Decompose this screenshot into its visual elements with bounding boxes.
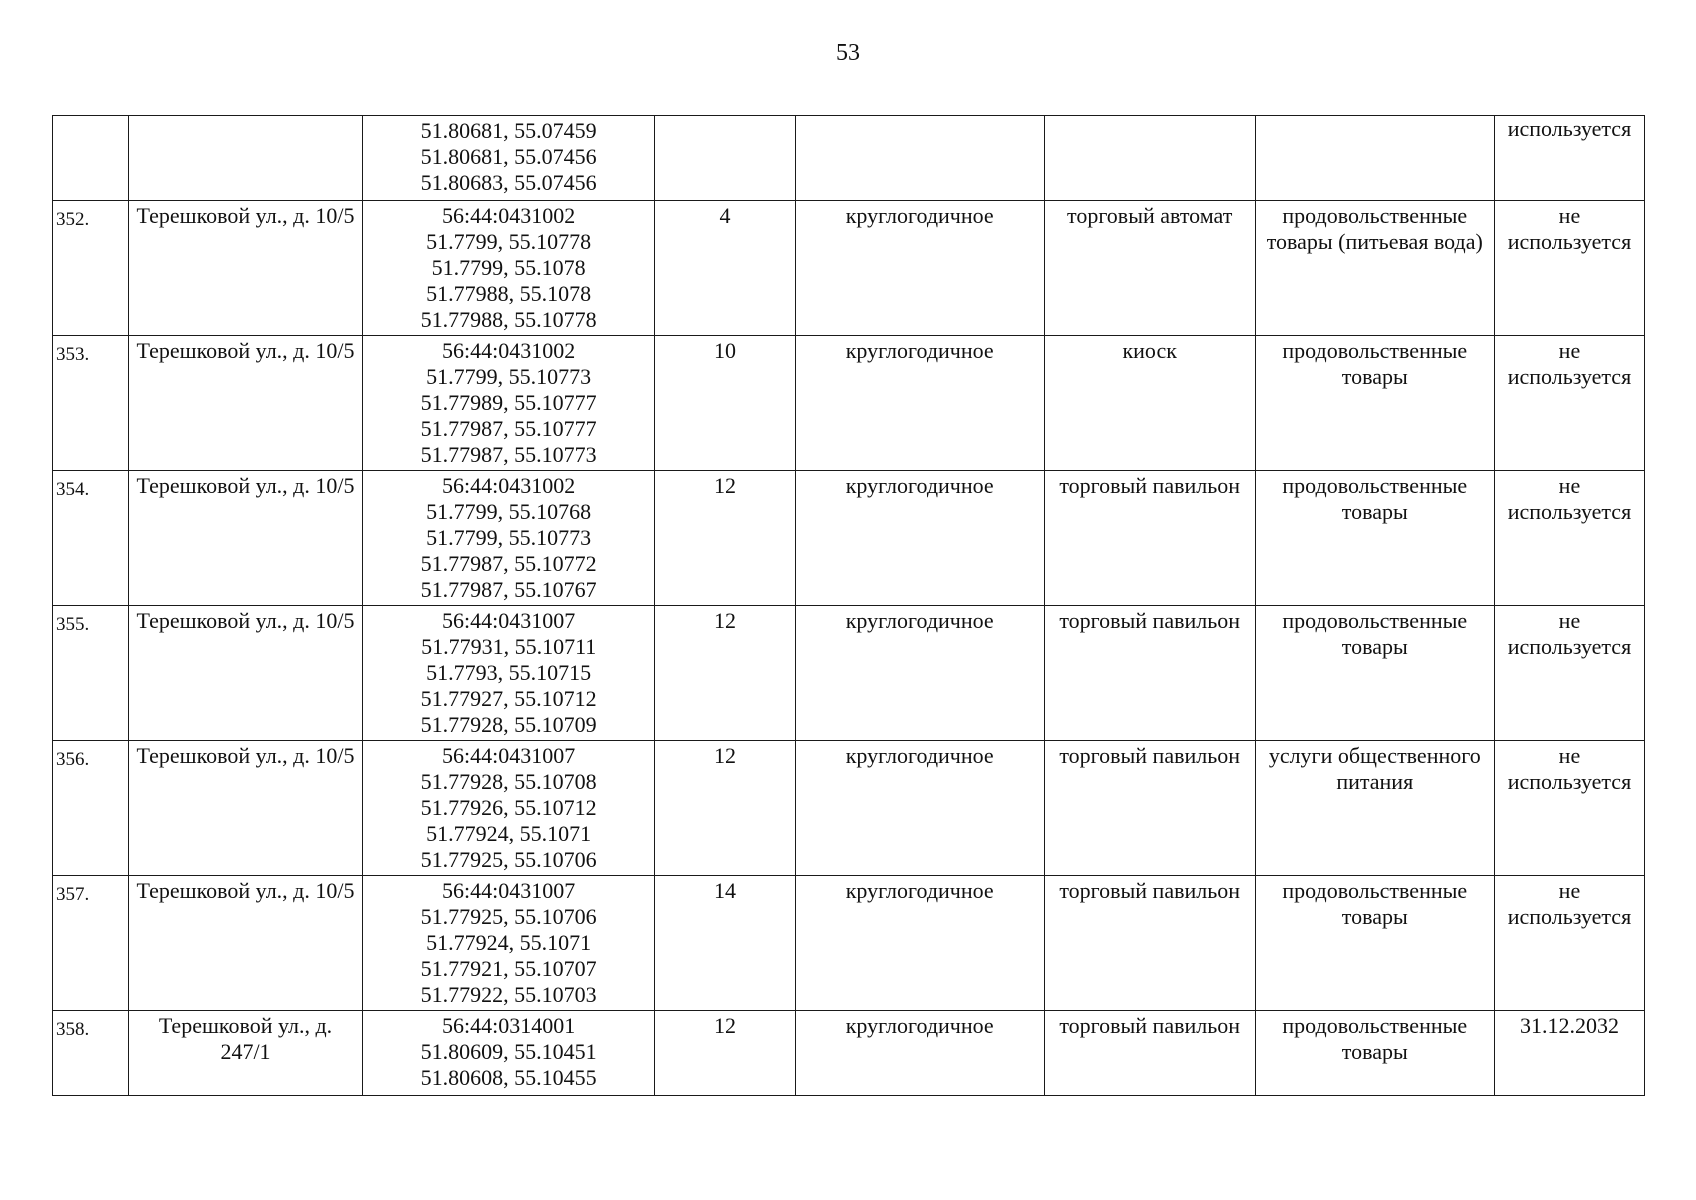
cell-period: круглогодичное — [795, 471, 1044, 606]
cell-coords — [362, 471, 655, 606]
coord-line: 56:44:0431007 — [442, 878, 576, 903]
table-body — [53, 116, 1645, 1096]
table-row-continuation — [53, 116, 1645, 201]
cell-area: 12 — [655, 741, 795, 876]
cell-object-type: торговый павильон — [1044, 1011, 1255, 1096]
cell-address — [129, 116, 363, 201]
cell-status: не используется — [1494, 471, 1644, 606]
coord-line: 51.77924, 55.1071 — [426, 821, 592, 846]
coord-line: 51.77927, 55.10712 — [420, 686, 597, 711]
coord-line: 51.77926, 55.10712 — [420, 795, 597, 820]
cell-num: 355. — [53, 606, 129, 741]
cell-address: Терешковой ул., д. 10/5 — [129, 336, 363, 471]
cell-period: круглогодичное — [795, 741, 1044, 876]
cell-area — [655, 116, 795, 201]
table-row — [53, 471, 1645, 606]
coord-line: 51.77987, 55.10777 — [420, 416, 597, 441]
coord-line: 56:44:0431002 — [442, 338, 576, 363]
cell-coords — [362, 116, 655, 201]
cell-num: 353. — [53, 336, 129, 471]
coord-line: 51.7799, 55.10773 — [426, 364, 592, 389]
cell-area: 12 — [655, 606, 795, 741]
cell-object-type: торговый павильон — [1044, 876, 1255, 1011]
table-row — [53, 1011, 1645, 1096]
cell-specialization: продовольственные товары — [1255, 1011, 1494, 1096]
cell-specialization: продовольственные товары — [1255, 336, 1494, 471]
coord-line: 51.77928, 55.10709 — [420, 712, 597, 737]
coord-line: 51.77988, 55.1078 — [426, 281, 592, 306]
coord-line: 56:44:0431007 — [442, 743, 576, 768]
cell-object-type: киоск — [1044, 336, 1255, 471]
cell-num: 352. — [53, 201, 129, 336]
table-row — [53, 201, 1645, 336]
cell-object-type: торговый павильон — [1044, 606, 1255, 741]
coord-line: 51.80608, 55.10455 — [420, 1065, 597, 1090]
cell-object-type: торговый павильон — [1044, 471, 1255, 606]
table-row — [53, 876, 1645, 1011]
coord-line: 51.77925, 55.10706 — [420, 847, 597, 872]
table-row — [53, 336, 1645, 471]
coord-line: 51.77922, 55.10703 — [420, 982, 597, 1007]
coord-line: 51.77987, 55.10772 — [420, 551, 597, 576]
cell-object-type: торговый автомат — [1044, 201, 1255, 336]
cell-num: 358. — [53, 1011, 129, 1096]
cell-coords — [362, 606, 655, 741]
coord-line: 51.80609, 55.10451 — [420, 1039, 597, 1064]
coord-line: 56:44:0314001 — [442, 1013, 576, 1038]
coord-line: 51.80683, 55.07456 — [420, 170, 597, 195]
coord-line: 51.77987, 55.10773 — [420, 442, 597, 467]
cell-status: используется — [1494, 116, 1644, 201]
coord-line: 51.77921, 55.10707 — [420, 956, 597, 981]
cell-status: 31.12.2032 — [1494, 1011, 1644, 1096]
cell-area: 10 — [655, 336, 795, 471]
cell-specialization — [1255, 116, 1494, 201]
cell-address: Терешковой ул., д. 10/5 — [129, 471, 363, 606]
cell-coords — [362, 876, 655, 1011]
cell-address: Терешковой ул., д. 10/5 — [129, 201, 363, 336]
coord-line: 51.7799, 55.10778 — [426, 229, 592, 254]
cell-area: 14 — [655, 876, 795, 1011]
coord-line: 56:44:0431007 — [442, 608, 576, 633]
cell-period: круглогодичное — [795, 606, 1044, 741]
cell-status: не используется — [1494, 876, 1644, 1011]
cell-num: 356. — [53, 741, 129, 876]
cell-num: 357. — [53, 876, 129, 1011]
coord-line: 51.7799, 55.10768 — [426, 499, 592, 524]
cell-specialization: продовольственные товары — [1255, 471, 1494, 606]
cell-status: не используется — [1494, 201, 1644, 336]
coord-line: 51.77931, 55.10711 — [421, 634, 597, 659]
cell-status: не используется — [1494, 606, 1644, 741]
coord-line: 51.7793, 55.10715 — [426, 660, 592, 685]
cell-coords — [362, 741, 655, 876]
cell-coords — [362, 201, 655, 336]
cell-num: 354. — [53, 471, 129, 606]
cell-status: не используется — [1494, 741, 1644, 876]
cell-object-type — [1044, 116, 1255, 201]
coord-line: 51.77987, 55.10767 — [420, 577, 597, 602]
coord-line: 51.77924, 55.1071 — [426, 930, 592, 955]
cell-num — [53, 116, 129, 201]
coord-line: 51.77928, 55.10708 — [420, 769, 597, 794]
cell-specialization: услуги общественного питания — [1255, 741, 1494, 876]
coord-line: 51.77989, 55.10777 — [420, 390, 597, 415]
page-number: 53 — [836, 40, 860, 66]
cell-period: круглогодичное — [795, 1011, 1044, 1096]
cell-coords — [362, 1011, 655, 1096]
cell-area: 12 — [655, 471, 795, 606]
cell-status: не используется — [1494, 336, 1644, 471]
cell-area: 4 — [655, 201, 795, 336]
coord-line: 51.80681, 55.07459 — [420, 118, 597, 143]
coord-line: 56:44:0431002 — [442, 473, 576, 498]
cell-period: круглогодичное — [795, 201, 1044, 336]
table-row — [53, 741, 1645, 876]
cell-object-type: торговый павильон — [1044, 741, 1255, 876]
coord-line: 51.77988, 55.10778 — [420, 307, 597, 332]
cell-specialization: продовольственные товары (питьевая вода) — [1255, 201, 1494, 336]
cell-address: Терешковой ул., д. 10/5 — [129, 876, 363, 1011]
cell-coords — [362, 336, 655, 471]
coord-line: 51.77925, 55.10706 — [420, 904, 597, 929]
cell-area: 12 — [655, 1011, 795, 1096]
cell-period — [795, 116, 1044, 201]
cell-address: Терешковой ул., д. 10/5 — [129, 606, 363, 741]
cell-address: Терешковой ул., д. 247/1 — [129, 1011, 363, 1096]
placement-table — [52, 115, 1645, 1096]
cell-specialization: продовольственные товары — [1255, 876, 1494, 1011]
cell-specialization: продовольственные товары — [1255, 606, 1494, 741]
coord-line: 51.7799, 55.1078 — [431, 255, 586, 280]
coord-line: 51.7799, 55.10773 — [426, 525, 592, 550]
coord-line: 51.80681, 55.07456 — [420, 144, 597, 169]
cell-period: круглогодичное — [795, 336, 1044, 471]
cell-address: Терешковой ул., д. 10/5 — [129, 741, 363, 876]
cell-period: круглогодичное — [795, 876, 1044, 1011]
coord-line: 56:44:0431002 — [442, 203, 576, 228]
table-row — [53, 606, 1645, 741]
